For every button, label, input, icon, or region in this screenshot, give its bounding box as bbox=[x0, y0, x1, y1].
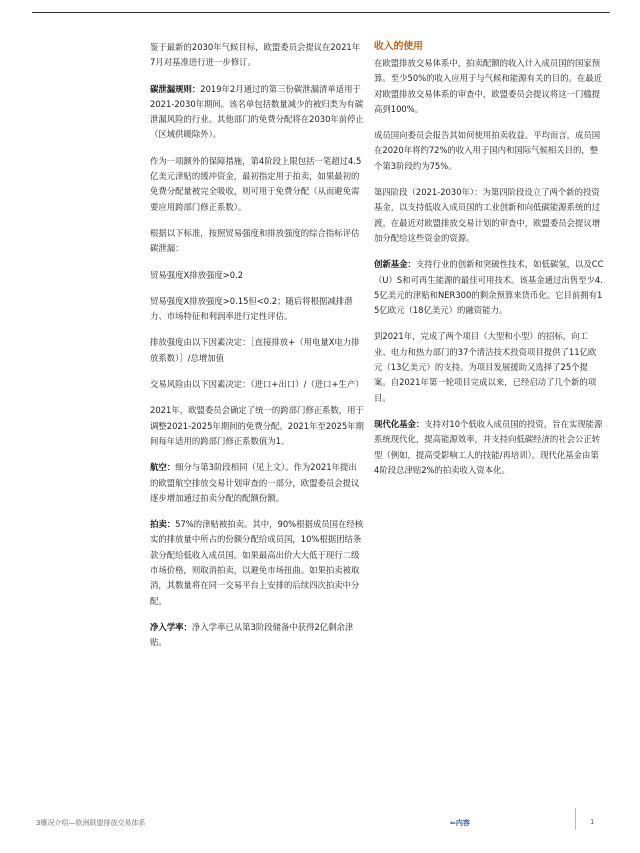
top-divider bbox=[32, 12, 610, 13]
aviation-text: 细分与第3阶段相同（见上文）。作为2021年提出的欧盟航空排放交易计划审查的一部分，欧盟委员会提议逐步增加通过拍卖分配的配额份额。 bbox=[150, 462, 360, 503]
trade-risk-formula: 交易风险由以下因素决定：（进口+出口）/（进口+生产） bbox=[150, 379, 364, 390]
safeguard-paragraph: 作为一项额外的保障措施，第4阶段上限包括一笔超过4.5亿美元津贴的缓冲资金，最初指定用于拍卖，如果最初的免费分配量被完全吸收，则可用于免费分配（从而避免需要应用跨部门修正系数）。 bbox=[150, 155, 362, 212]
page-number: 1 bbox=[590, 818, 595, 826]
modernisation-fund-paragraph bbox=[374, 417, 604, 478]
innovation-fund-label: 创新基金： bbox=[374, 259, 416, 270]
net-entrants-text: 净入学率已从第3阶段储备中获得2亿剩余津贴。 bbox=[150, 621, 354, 648]
net-entrants-paragraph bbox=[150, 620, 365, 651]
carbon-leakage-label: 碳泄漏规则： bbox=[150, 83, 201, 94]
aviation-label: 航空： bbox=[150, 462, 176, 473]
auction-text: 57%的津贴被拍卖。其中，90%根据成员国在经核实的排放量中所占的份额分配给成员国，10%根据团结条款分配给低收入成员国。如果最高出价大大低于现行二级市场价格，则取消拍卖，以避免市场扭曲。如果拍卖被取消，其数量将在同一交易平台上安排的后续四次拍卖中分配。 bbox=[150, 519, 364, 606]
footer-document-title: 3概况介绍—欧洲联盟排放交易体系 bbox=[36, 819, 146, 827]
emission-intensity-formula: 排放强度由以下因素决定：［直接排放+（用电量X电力排放系数）］/总增加值 bbox=[150, 337, 360, 363]
carbon-leakage-text: 2019年2月通过的第三份碳泄漏清单适用于2021-2030年期间。该名单包括数量减少的被归类为有碳泄漏风险的行业。其他部门的免费分配将在2030年前停止（区域供暖除外）。 bbox=[150, 83, 364, 140]
intro-paragraph: 鉴于最新的2030年气候目标，欧盟委员会提议在2021年7月对基准进行进一步修订。 bbox=[150, 42, 361, 68]
revenue-use-heading: 收入的使用 bbox=[374, 41, 423, 52]
carbon-leakage-paragraph bbox=[150, 82, 365, 143]
footer-divider bbox=[575, 808, 576, 830]
criterion-2: 贸易强度X排放强度>0.15但<0.2；随后将根据减排潜力、市场特征和利润率进行定性评估。 bbox=[150, 295, 353, 322]
contents-link[interactable]: ⇐内容 bbox=[450, 819, 470, 827]
net-entrants-label: 净入学率： bbox=[150, 621, 192, 632]
right-column bbox=[374, 40, 604, 489]
auction-label: 拍卖： bbox=[150, 519, 176, 530]
correction-factor-paragraph: 2021年，欧盟委员会确定了统一的跨部门修正系数，用于调整2021-2025年期间的免费分配。2021年至2025年期间每年适用的跨部门修正系数值为1。 bbox=[150, 405, 364, 446]
auction-paragraph bbox=[150, 517, 365, 609]
modernisation-fund-label: 现代化基金： bbox=[374, 418, 425, 429]
projects-paragraph: 到2021年，完成了两个项目（大型和小型）的招标，向工业、电力和热力部门的37个清洁技术投资项目提供了11亿欧元（13亿美元）的支持。为项目发展援助又选择了25个提案。自2021年第一轮项目完成以来，已经启动了几个新的项目。 bbox=[374, 331, 597, 403]
innovation-fund-text: 支持行业的创新和突破性技术，如低碳氢，以及CC（U）S和可再生能源的最佳可用技术。该基金通过出售至少4.5亿美元的津贴和NER300的剩余预算来货币化。它目前拥有15亿欧元（18亿美元）的融资能力。 bbox=[374, 259, 604, 316]
revenue-paragraph: 在欧盟排放交易体系中，拍卖配额的收入计入成员国的国家预算。至少50%的收入应用于与气候和能源有关的目的。在最近对欧盟排放交易体系的审查中，欧盟委员会提议将这一门槛提高到100%。 bbox=[374, 58, 602, 114]
left-column bbox=[150, 40, 365, 662]
criteria-paragraph: 根据以下标准，按照贸易强度和排放强度的综合指标评估碳泄漏： bbox=[150, 227, 360, 254]
reporting-paragraph: 成员国向委员会报告其如何使用拍卖收益。平均而言，成员国在2020年将约72%的收入用于国内和国际气候相关目的，整个第3阶段约为75%。 bbox=[374, 130, 601, 171]
innovation-fund-paragraph bbox=[374, 257, 604, 318]
criterion-1: 贸易强度X排放强度>0.2 bbox=[150, 269, 244, 280]
modernisation-fund-text: 支持对10个低收入成员国的投资，旨在实现能源系统现代化，提高能源效率，并支持向低碳经济的社会公正转型（例如，提高受影响工人的技能/再培训）。现代化基金由第4阶段总津贴2%的拍卖收入资本化。 bbox=[374, 418, 603, 475]
phase4-paragraph: 第四阶段（2021-2030年）：为第四阶段设立了两个新的投资基金，以支持低收入成员国的工业创新和向低碳能源系统的过渡。在最近对欧盟排放交易计划的审查中，欧盟委员会提议增加分配给这些资金的资源。 bbox=[374, 187, 601, 243]
aviation-paragraph bbox=[150, 460, 365, 506]
